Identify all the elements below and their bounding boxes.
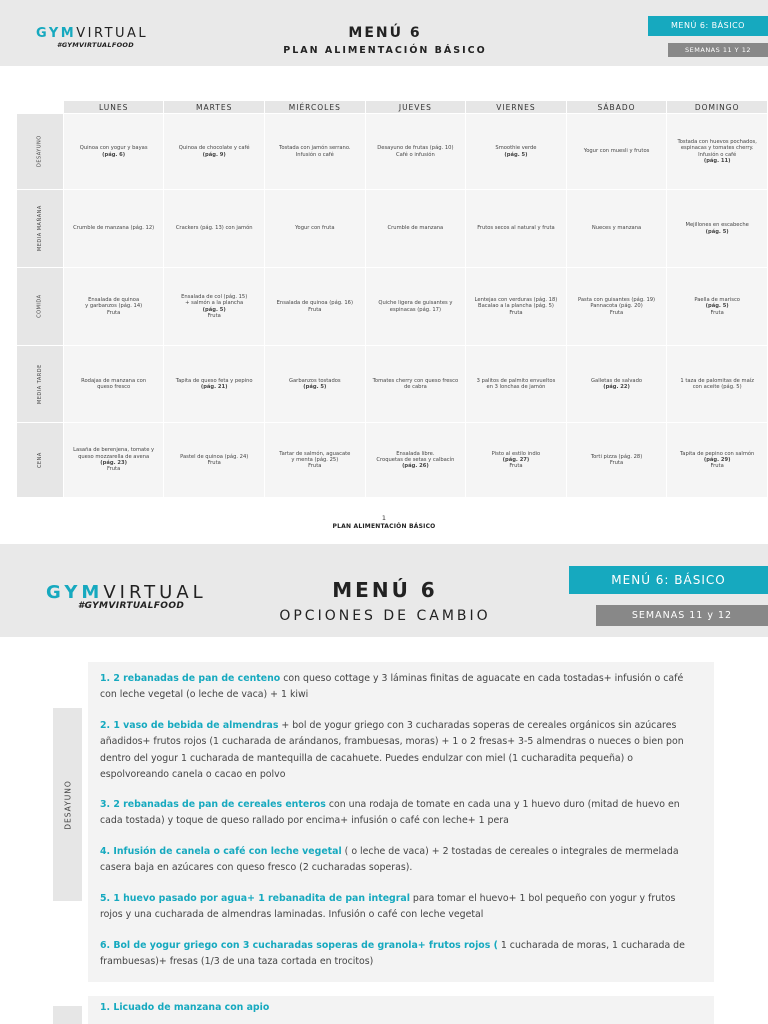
meal-cell-line: Lentejas con verduras (pág. 18) bbox=[474, 297, 558, 304]
day-header: JUEVES bbox=[366, 101, 466, 113]
meal-cell-line: espinacas (pág. 17) bbox=[389, 306, 441, 313]
meal-cell-line: y menta (pág. 25) bbox=[291, 456, 339, 463]
meal-cell bbox=[164, 268, 264, 345]
day-header: LUNES bbox=[64, 101, 164, 113]
meal-cell-line: (pág. 5) bbox=[303, 384, 327, 390]
day-header: VIERNES bbox=[466, 101, 566, 113]
brand-logo: GYMVIRTUAL #GYMVIRTUALFOOD bbox=[46, 582, 207, 611]
menu-badge: MENÚ 6: BÁSICO bbox=[569, 566, 768, 594]
meal-cell-line: 1 taza de palomitas de maíz bbox=[680, 377, 754, 384]
meal-cell bbox=[64, 190, 164, 267]
meal-cell bbox=[64, 268, 164, 345]
meal-cell-line: Tostada con jamón serrano. bbox=[279, 145, 351, 152]
brand-logo: GYMVIRTUAL #GYMVIRTUALFOOD bbox=[36, 26, 149, 49]
meal-cell-line: Fruta bbox=[308, 463, 322, 470]
meal-cell bbox=[366, 346, 466, 422]
meal-cell-line: (pág. 5) bbox=[705, 303, 729, 310]
meal-cell bbox=[667, 346, 767, 422]
day-header: DOMINGO bbox=[667, 101, 767, 113]
meal-cell bbox=[265, 423, 365, 497]
meal-cell-line: Ensalada de quinoa (pág. 16) bbox=[276, 300, 353, 307]
meal-cell bbox=[366, 114, 466, 189]
day-header: SÁBADO bbox=[567, 101, 667, 113]
meal-cell-line: (pág. 22) bbox=[603, 384, 630, 390]
meal-cell bbox=[164, 190, 264, 267]
meal-row-header: COMIDA bbox=[17, 268, 63, 345]
meal-cell bbox=[64, 114, 164, 189]
meal-cell bbox=[466, 268, 566, 345]
meal-cell-line: Mejillones en escabeche bbox=[685, 222, 749, 229]
meal-cell-line: (pág. 29) bbox=[703, 456, 731, 463]
meal-cell-line: Fruta bbox=[710, 463, 724, 470]
page-number: 1 bbox=[381, 514, 387, 522]
meal-cell bbox=[466, 114, 566, 189]
meal-row-header: CENA bbox=[17, 423, 63, 497]
meal-cell-line: y garbanzos (pág. 14) bbox=[85, 303, 143, 310]
table-row bbox=[17, 423, 767, 497]
meal-cell-line: Tapita de pepino con salmón bbox=[679, 450, 755, 457]
meal-cell bbox=[366, 268, 466, 345]
table-row bbox=[17, 190, 767, 267]
meal-cell-line: queso fresco bbox=[97, 384, 131, 390]
page-footer: PLAN ALIMENTACIÓN BÁSICO bbox=[332, 523, 436, 530]
meal-cell-line: Crackers (pág. 13) con jamón bbox=[175, 225, 253, 232]
meal-cell-line: Tartar de salmón, aguacate bbox=[279, 450, 351, 457]
meal-cell-line: Infusión o café bbox=[698, 151, 737, 158]
meal-cell-line: + salmón a la plancha bbox=[185, 300, 244, 307]
meal-cell bbox=[265, 346, 365, 422]
meal-cell-line: 3 palitos de palmito envueltos bbox=[476, 377, 556, 384]
meal-cell-line: Crumble de manzana (pág. 12) bbox=[73, 225, 155, 232]
meal-cell bbox=[466, 346, 566, 422]
meal-cell bbox=[567, 190, 667, 267]
meal-cell bbox=[567, 423, 667, 497]
meal-cell-line: Smoothie verde bbox=[495, 145, 537, 152]
meal-cell-line: (pág. 9) bbox=[202, 151, 226, 158]
meal-cell-line: Quiche ligera de guisantes y bbox=[378, 300, 453, 307]
meal-cell-line: Pasta con guisantes (pág. 19) bbox=[577, 297, 656, 304]
meal-cell bbox=[64, 346, 164, 422]
meal-cell-line: queso mozzarella de avena bbox=[78, 453, 150, 460]
meal-cell-line: Ensalada libre. bbox=[396, 450, 435, 457]
meal-cell-line: Tostada con huevos pochados, espinacas y tomates cherry. bbox=[677, 138, 757, 152]
meal-row-header: MEDIA MAÑANA bbox=[17, 190, 63, 267]
meal-cell-line: (pág. 5) bbox=[504, 151, 528, 158]
meal-cell-line: con aceite (pág. 5) bbox=[692, 384, 742, 390]
meal-cell-line: Rodajas de manzana con bbox=[81, 377, 147, 384]
meal-cell-line: Paella de marisco bbox=[694, 297, 740, 304]
meal-plan-table bbox=[16, 100, 768, 498]
meal-cell-line: Fruta bbox=[207, 312, 221, 319]
meal-cell-line: Bacalao a la plancha (pág. 5) bbox=[478, 303, 554, 310]
meal-cell-line: Pisto al estilo indio bbox=[491, 450, 541, 457]
meal-cell-line: Yogur con muesli y frutos bbox=[583, 148, 650, 155]
meal-cell-line: Fruta bbox=[107, 466, 121, 473]
table-row bbox=[17, 346, 767, 422]
section-label-next bbox=[53, 1006, 82, 1024]
meal-cell-line: Fruta bbox=[509, 309, 523, 316]
weeks-badge: SEMANAS 11 Y 12 bbox=[668, 43, 768, 57]
meal-cell-line: (pág. 5) bbox=[705, 228, 729, 235]
meal-cell-line: (pág. 23) bbox=[100, 460, 127, 466]
meal-cell-line: Fruta bbox=[710, 309, 724, 316]
meal-cell bbox=[667, 114, 767, 189]
meal-cell-line: Pannacota (pág. 20) bbox=[590, 303, 643, 310]
day-header: MIÉRCOLES bbox=[265, 101, 365, 113]
weeks-badge: SEMANAS 11 y 12 bbox=[596, 605, 768, 626]
meal-cell-line: Fruta bbox=[609, 460, 624, 466]
meal-cell-line: Fruta bbox=[107, 309, 121, 316]
meal-cell-line: Torti pizza (pág. 28) bbox=[590, 453, 643, 460]
meal-row-header: MEDIA TARDE bbox=[17, 346, 63, 422]
meal-cell-line: Galletas de salvado bbox=[591, 377, 643, 384]
page-subtitle: PLAN ALIMENTACIÓN BÁSICO bbox=[283, 45, 487, 56]
options-panel bbox=[88, 662, 714, 982]
meal-cell-line: Yogur con fruta bbox=[295, 225, 335, 232]
meal-cell bbox=[164, 114, 264, 189]
meal-cell-line: Tomates cherry con queso fresco bbox=[372, 377, 459, 384]
menu-badge: MENÚ 6: BÁSICO bbox=[648, 16, 768, 36]
meal-cell bbox=[466, 423, 566, 497]
meal-cell-line: Lasaña de berenjena, tomate y bbox=[73, 447, 155, 454]
meal-cell bbox=[164, 423, 264, 497]
option-item: 5. 1 huevo pasado por agua+ 1 rebanadita de pan integral para tomar el huevo+ 1 bol pequeño con yogur y frutos rojos y una cucharada de almendras laminadas. Infusión o café con leche vegetal bbox=[100, 893, 676, 921]
meal-cell-line: Infusión o café bbox=[295, 151, 334, 158]
option-item: 6. Bol de yogur griego con 3 cucharadas soperas de granola+ frutos rojos ( 1 cucharada de moras, 1 cucharada de frambuesas)+ fresas (1/3 de una taza cortada en trocitos) bbox=[100, 940, 685, 968]
meal-cell-line: Quinoa con yogur y bayas bbox=[79, 145, 148, 152]
day-header: MARTES bbox=[164, 101, 264, 113]
meal-row-header: DESAYUNO bbox=[17, 114, 63, 189]
meal-cell-line: (pág. 6) bbox=[102, 151, 126, 158]
page-2-header bbox=[0, 544, 768, 637]
meal-cell-line: Ensalada de col (pág. 15) bbox=[181, 293, 248, 300]
meal-cell-line: Desayuno de frutas (pág. 10) bbox=[377, 145, 454, 152]
meal-cell bbox=[366, 423, 466, 497]
meal-cell-line: (pág. 27) bbox=[502, 456, 530, 463]
meal-cell-line: (pág. 5) bbox=[202, 306, 226, 313]
option-item: 1. 2 rebanadas de pan de centeno con queso cottage y 3 láminas finitas de aguacate en cada tostadas+ infusión o café con leche vegetal (o leche de vaca) + 1 kiwi bbox=[100, 673, 684, 701]
option-item: 1. Licuado de manzana con apio bbox=[100, 1002, 270, 1013]
meal-cell bbox=[567, 114, 667, 189]
table-row bbox=[17, 114, 767, 189]
section-label-desayuno: DESAYUNO bbox=[53, 708, 82, 901]
meal-cell-line: Ensalada de quinoa bbox=[88, 297, 140, 304]
table-row bbox=[17, 268, 767, 345]
meal-cell bbox=[667, 268, 767, 345]
meal-cell-line: Fruta bbox=[609, 309, 624, 316]
meal-cell-line: Frutos secos al natural y fruta bbox=[477, 225, 555, 232]
meal-cell-line: Fruta bbox=[207, 460, 221, 466]
meal-cell-line: (pág. 11) bbox=[703, 157, 731, 164]
meal-cell bbox=[265, 114, 365, 189]
brand-hashtag: #GYMVIRTUALFOOD bbox=[57, 41, 134, 49]
meal-cell-line: Fruta bbox=[308, 306, 322, 313]
table-header-row bbox=[17, 101, 767, 113]
meal-cell bbox=[667, 190, 767, 267]
meal-cell-line: Fruta bbox=[509, 463, 523, 470]
page-1-header bbox=[0, 0, 768, 66]
page-title: MENÚ 6 bbox=[332, 578, 438, 602]
meal-cell bbox=[466, 190, 566, 267]
page-2 bbox=[0, 544, 768, 1024]
option-item: 2. 1 vaso de bebida de almendras + bol de yogur griego con 3 cucharadas soperas de cereales orgánicos sin azúcares añadidos+ frutos rojos (1 cucharada de arándanos, frambuesas, moras) + 1 o 2 fresas+ 3-5 almendras o nueces o bien pon dentro del yogur 1 cucharada de mantequilla de cacahuete. Puedes endulzar con miel (1 cucharadita pequeña) o espolvoreando canela o cacao en polvo bbox=[100, 720, 684, 781]
meal-cell bbox=[164, 346, 264, 422]
meal-cell bbox=[567, 268, 667, 345]
page-title: MENÚ 6 bbox=[348, 25, 422, 41]
meal-cell-line: Croquetas de setas y calbacín bbox=[376, 456, 455, 463]
meal-cell-line: Tapita de queso feta y pepino bbox=[175, 377, 253, 384]
meal-cell-line: en 3 lonchas de jamón bbox=[486, 384, 546, 390]
meal-cell-line: Café o infusión bbox=[396, 151, 435, 158]
meal-cell-line: Nueces y manzana bbox=[591, 225, 642, 232]
meal-cell bbox=[567, 346, 667, 422]
meal-cell-line: Pastel de quinoa (pág. 24) bbox=[180, 453, 249, 460]
meal-cell bbox=[265, 268, 365, 345]
meal-cell bbox=[265, 190, 365, 267]
table-corner bbox=[17, 101, 63, 113]
option-item: 4. Infusión de canela o café con leche vegetal ( o leche de vaca) + 2 tostadas de cereales o integrales de mermelada casera baja en azúcares con queso fresco (2 cucharadas soperas). bbox=[100, 846, 679, 874]
options-panel-next bbox=[88, 996, 714, 1024]
meal-cell bbox=[366, 190, 466, 267]
meal-cell-line: de cabra bbox=[404, 384, 427, 390]
page-subtitle: OPCIONES DE CAMBIO bbox=[279, 608, 491, 624]
meal-cell-line: Quinoa de chocolate y café bbox=[178, 145, 250, 152]
meal-cell-line: (pág. 21) bbox=[200, 384, 228, 390]
meal-cell-line: Crumble de manzana bbox=[387, 225, 444, 232]
meal-cell bbox=[64, 423, 164, 497]
option-item: 3. 2 rebanadas de pan de cereales enteros con una rodaja de tomate en cada una y 1 huevo duro (mitad de huevo en cada tostada) y toque de queso rallado por encima+ infusión o café con leche+ 1 pera bbox=[100, 799, 680, 827]
meal-cell-line: Garbanzos tostados bbox=[288, 377, 341, 384]
meal-cell bbox=[667, 423, 767, 497]
brand-hashtag: #GYMVIRTUALFOOD bbox=[78, 601, 185, 611]
meal-cell-line: (pág. 26) bbox=[402, 463, 429, 470]
